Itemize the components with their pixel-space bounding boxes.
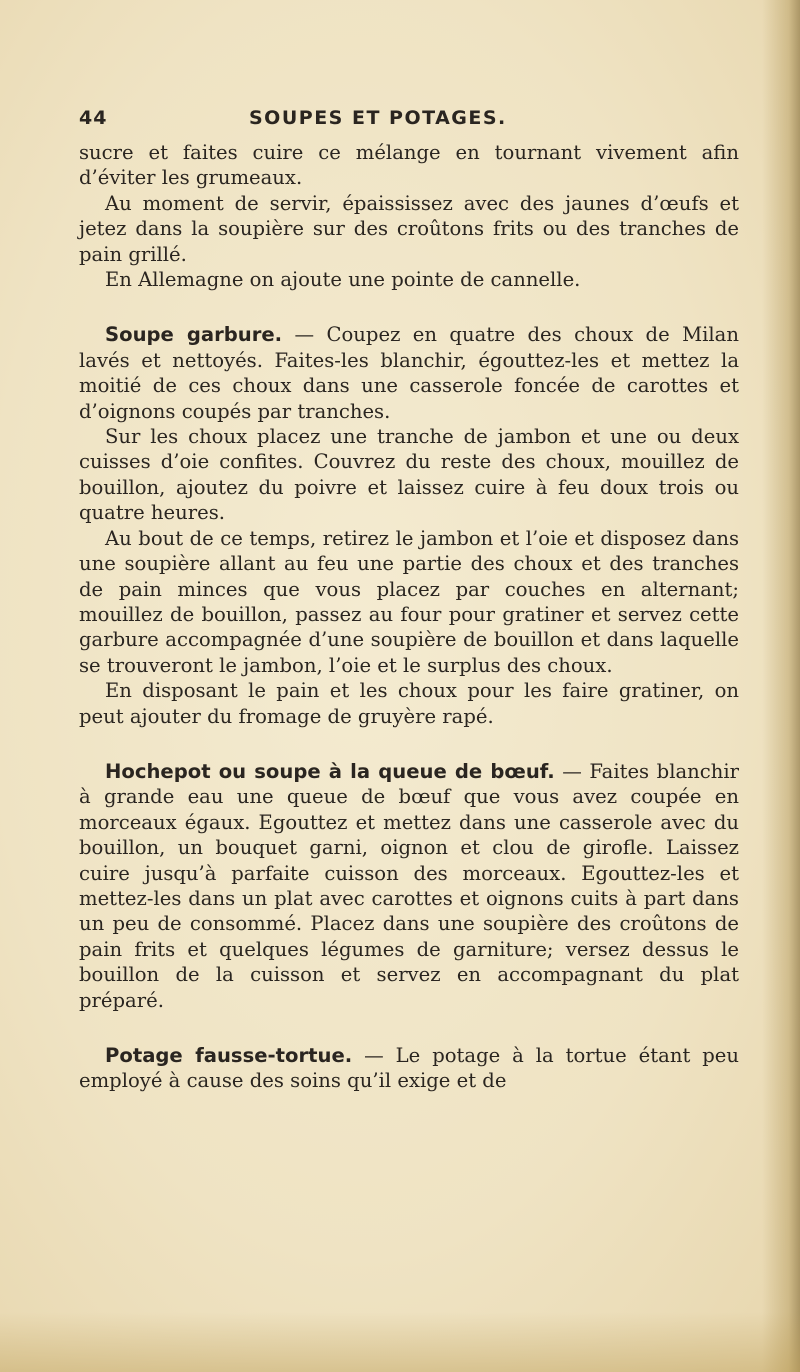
recipe-heading: Potage fausse-tortue.	[105, 1044, 353, 1067]
paragraph: Au moment de servir, épaississez avec des jaunes d’œufs et jetez dans la soupière sur des croûtons frits ou des tranches de pain grillé.	[79, 191, 739, 266]
paragraph: En disposant le pain et les choux pour les faire gratiner, on peut ajouter du fromage de gruyère rapé.	[79, 679, 739, 728]
paragraph: Sur les choux placez une tranche de jambon et une ou deux cuisses d’oie confites. Couvrez du reste des choux, mouillez de bouillon, ajoutez du poivre et laissez cuire à feu doux trois ou quatre heures.	[79, 425, 739, 525]
running-head	[79, 107, 739, 137]
running-title: SOUPES ET POTAGES.	[249, 107, 507, 129]
section-gap	[79, 292, 739, 322]
page-bottom-shadow	[0, 1312, 800, 1372]
section-gap	[79, 729, 739, 759]
page-edge-shadow	[762, 0, 800, 1372]
recipe-heading: Hochepot ou soupe à la queue de bœuf.	[105, 759, 555, 783]
recipe-lead-text: — Coupez en quatre des choux de Milan lavés et nettoyés. Faites-les blanchir, égouttez-les et mettez la moitié de ces choux dans une casserole foncée de carottes et d’oignons coupés par tranches.	[79, 323, 739, 423]
paragraph: Au bout de ce temps, retirez le jambon et l’oie et disposez dans une soupière allant au feu une partie des choux et des tranches de pain minces que vous placez par couches en alternant; mouillez de bouillon, passez au four pour gratiner et servez cette garbure accompagnée d’une soupière de bouillon et dans laquelle se trouveront le jambon, l’oie et le surplus des choux.	[79, 526, 739, 677]
body-text	[79, 140, 739, 1094]
recipe-heading: Soupe garbure.	[105, 323, 283, 347]
recipe-soupe-garbure	[79, 322, 739, 424]
page-number: 44	[79, 107, 108, 129]
paragraph: En Allemagne on ajoute une pointe de cannelle.	[105, 268, 581, 292]
recipe-potage-fausse-tortue	[79, 1043, 739, 1094]
section-gap	[79, 1013, 739, 1043]
recipe-lead-text: — Faites blanchir à grande eau une queue de bœuf que vous avez coupée en morceaux égaux. Egouttez et mettez dans une casserole avec du bouillon, un bouquet garni, oignon et clou de girofle. Laissez cuire jusqu’à parfaite cuisson des morceaux. Egouttez-les et mettez-les dans un plat avec carottes et oignons cuits à part dans un peu de consommé. Placez dans une soupière des croûtons de pain frits et quelques légumes de garniture; versez dessus le bouillon de la cuisson et servez en accompagnant du plat préparé.	[79, 759, 739, 1012]
recipe-lead-text: — Le potage à la tortue étant peu employé à cause des soins qu’il exige et de	[79, 1044, 740, 1093]
paragraph: sucre et faites cuire ce mélange en tournant vivement afin d’éviter les grumeaux.	[79, 141, 739, 190]
recipe-hochepot	[79, 759, 739, 1013]
